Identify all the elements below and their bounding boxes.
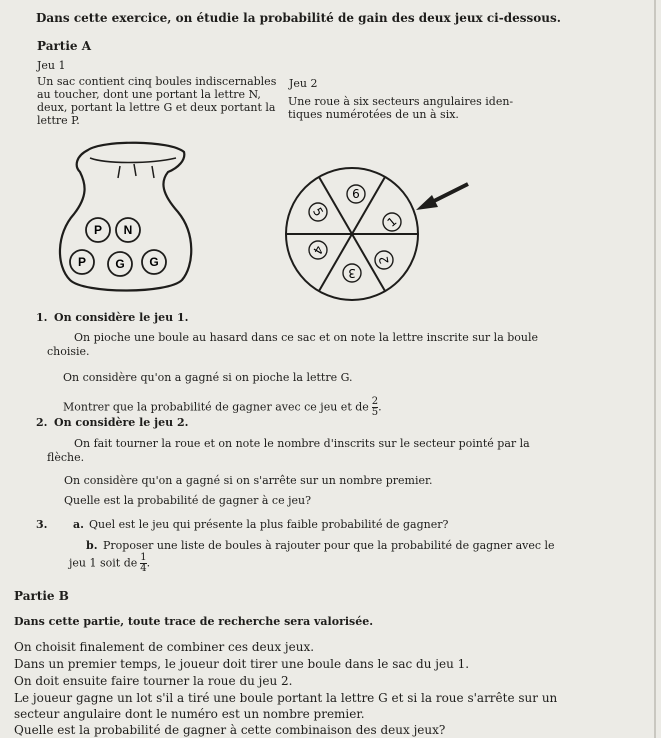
partie-b-line: On doit ensuite faire tourner la roue du jeu 2.	[14, 674, 293, 688]
partie-b-line: Quelle est la probabilité de gagner à cette combinaison des deux jeux?	[14, 723, 446, 737]
svg-text:1: 1	[384, 214, 400, 230]
fraction-one-quarter: $\frac{1}{4}$	[140, 552, 147, 574]
q3b-fraction-line: jeu 1 soit de $\frac{1}{4}$ .	[69, 552, 151, 574]
q3a-text: Quel est le jeu qui présente la plus faible probabilité de gagner?	[89, 518, 449, 531]
q2-text: On fait tourner la roue et on note le nombre d'inscrits sur le secteur pointé par la	[74, 437, 530, 450]
ball	[70, 250, 94, 274]
ball	[108, 252, 132, 276]
q2-number: 2.	[36, 416, 48, 429]
svg-text:2: 2	[376, 255, 392, 265]
q2-text: On considère qu'on a gagné si on s'arrête sur un nombre premier.	[64, 474, 433, 487]
q2-text: flèche.	[47, 451, 85, 464]
jeu1-title: Jeu 1	[37, 59, 66, 72]
partie-b-line: Le joueur gagne un lot s'il a tiré une boule portant la lettre G et si la roue s'arrête sur un	[14, 691, 558, 705]
ball	[86, 218, 110, 242]
svg-text:5: 5	[310, 205, 326, 219]
ball	[142, 250, 166, 274]
partie-b-subtitle: Dans cette partie, toute trace de recherche sera valorisée.	[14, 615, 374, 628]
q1-text-fraction-line: Montrer que la probabilité de gagner avec ce jeu et de $\frac{2}{5}$ .	[63, 396, 382, 418]
q1-title: On considère le jeu 1.	[54, 311, 189, 324]
q1-text: On considère qu'on a gagné si on pioche la lettre G.	[63, 371, 353, 384]
fraction-two-fifths: $\frac{2}{5}$	[371, 396, 379, 418]
partie-b-line: Dans un premier temps, le joueur doit tirer une boule dans le sac du jeu 1.	[14, 657, 470, 671]
jeu1-line: au toucher, dont une portant la lettre N,	[37, 88, 261, 101]
svg-text:P: P	[77, 255, 87, 269]
wheel-illustration	[282, 162, 482, 308]
jeu1-line: lettre P.	[37, 114, 80, 127]
q2-text: Quelle est la probabilité de gagner à ce jeu?	[64, 494, 312, 507]
jeu2-title: Jeu 2	[289, 77, 318, 90]
q3a-label: a.	[73, 518, 84, 531]
svg-text:6: 6	[352, 187, 360, 201]
q2-title: On considère le jeu 2.	[54, 416, 189, 429]
svg-text:G: G	[115, 257, 125, 271]
intro-text: Dans cette exercice, on étudie la probabilité de gain des deux jeux ci-dessous.	[36, 11, 561, 25]
jeu1-line: Un sac contient cinq boules indiscernables	[37, 75, 277, 88]
svg-text:3: 3	[348, 266, 356, 280]
q1-number: 1.	[36, 311, 48, 324]
q3b-text: Proposer une liste de boules à rajouter pour que la probabilité de gagner avec le	[103, 539, 555, 552]
q1-text: choisie.	[47, 345, 90, 358]
jeu1-line: deux, portant la lettre G et deux portant la	[37, 101, 276, 114]
svg-text:N: N	[123, 223, 133, 237]
partie-b-line: secteur angulaire dont le numéro est un nombre premier.	[14, 707, 365, 721]
page-edge-line	[654, 0, 656, 738]
q1-text: On pioche une boule au hasard dans ce sac et on note la lettre inscrite sur la boule	[74, 331, 539, 344]
q3-number: 3.	[36, 518, 48, 531]
pointer-arrow-icon	[416, 184, 468, 210]
bag-illustration	[50, 138, 200, 298]
svg-text:P: P	[93, 223, 103, 237]
q3b-label: b.	[86, 539, 98, 552]
ball	[116, 218, 140, 242]
jeu2-line: tiques numérotées de un à six.	[288, 108, 459, 121]
svg-text:4: 4	[310, 243, 326, 257]
partie-b-line: On choisit finalement de combiner ces deux jeux.	[14, 640, 315, 654]
partie-b-heading: Partie B	[14, 589, 69, 603]
svg-text:G: G	[149, 255, 159, 269]
partie-a-heading: Partie A	[37, 39, 92, 53]
jeu2-line: Une roue à six secteurs angulaires iden-	[288, 95, 514, 108]
